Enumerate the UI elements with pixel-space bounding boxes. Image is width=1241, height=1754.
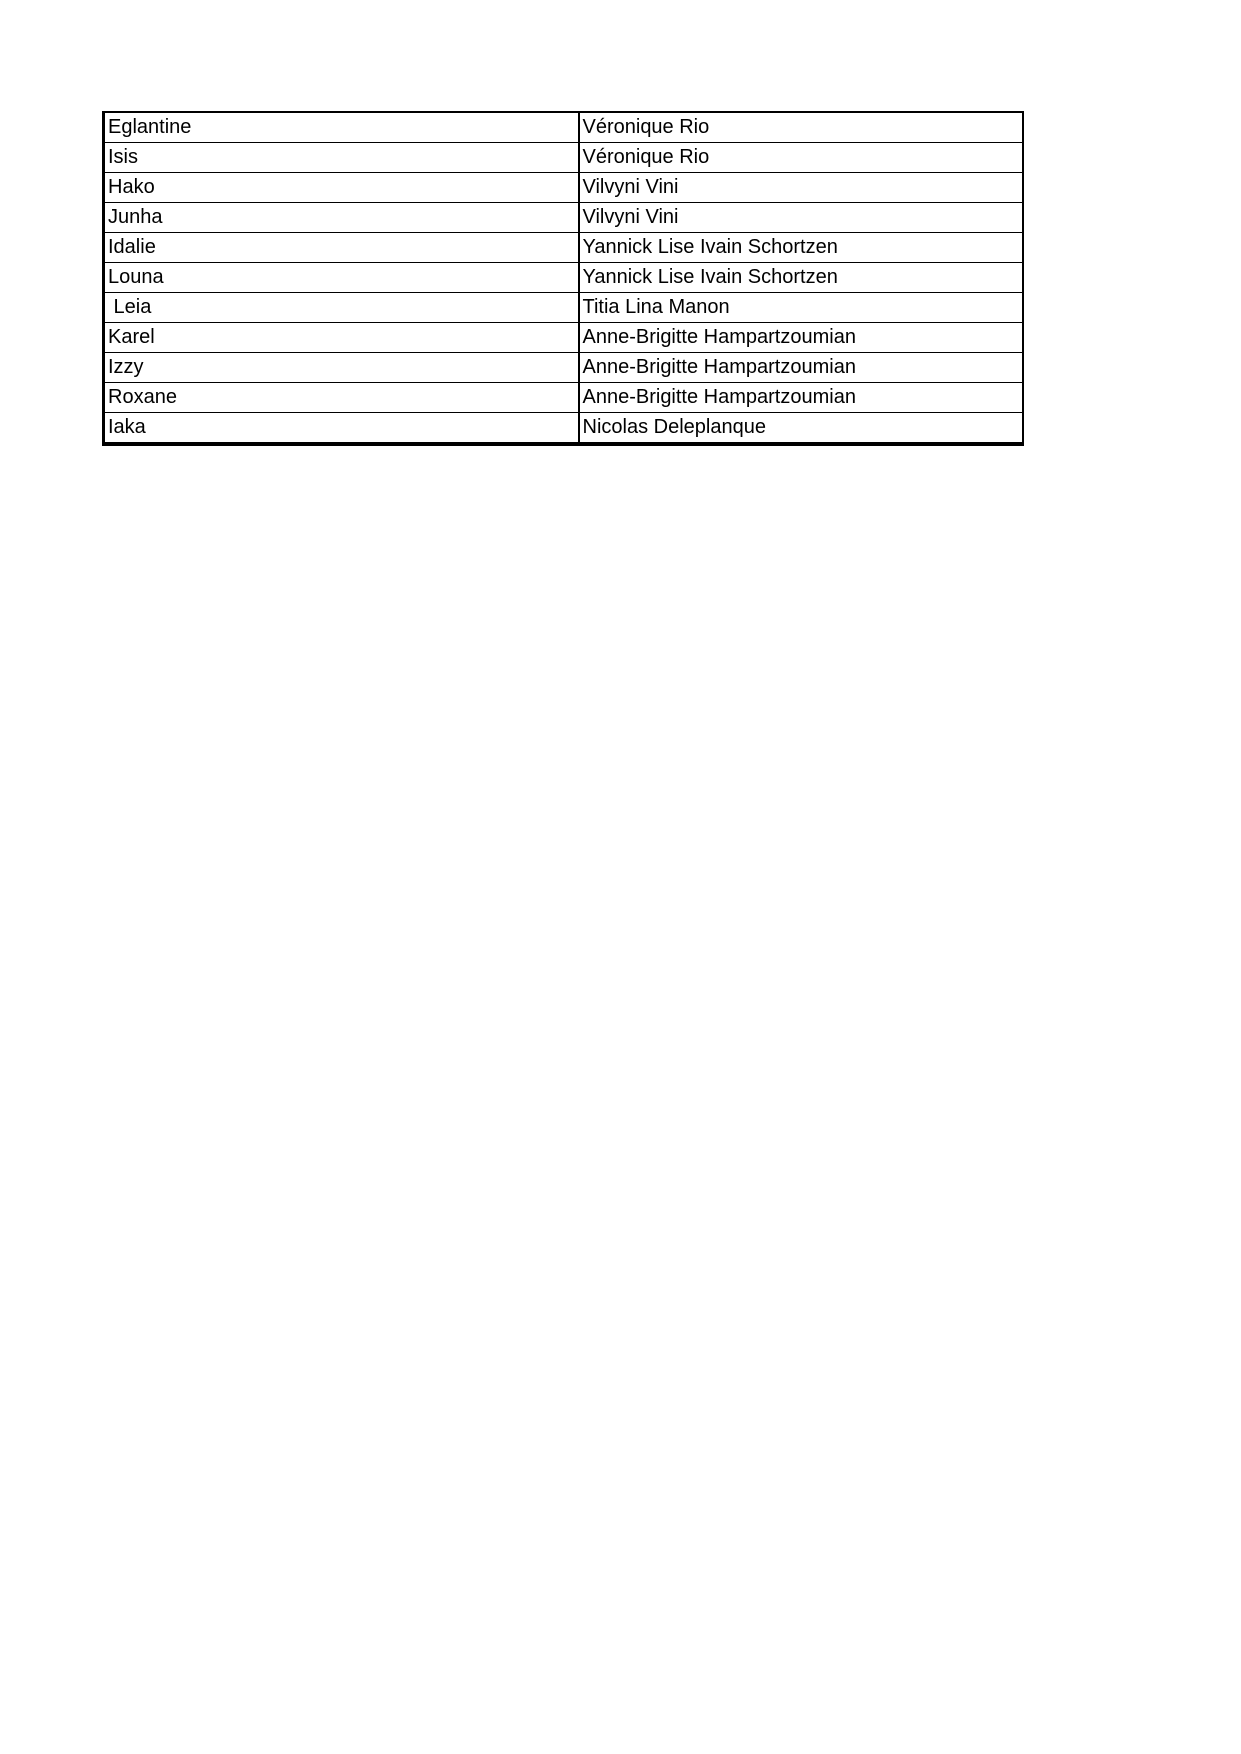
name-cell: Roxane [104, 383, 579, 413]
name-cell: Louna [104, 263, 579, 293]
contact-cell: Yannick Lise Ivain Schortzen [579, 233, 1023, 263]
name-cell: Karel [104, 323, 579, 353]
contact-cell: Anne-Brigitte Hampartzoumian [579, 353, 1023, 383]
name-cell: Iaka [104, 413, 579, 445]
table-row [104, 293, 1023, 323]
contact-cell: Titia Lina Manon [579, 293, 1023, 323]
table-row [104, 112, 1023, 143]
contact-cell: Anne-Brigitte Hampartzoumian [579, 383, 1023, 413]
name-cell: Isis [104, 143, 579, 173]
contact-cell: Yannick Lise Ivain Schortzen [579, 263, 1023, 293]
table-row [104, 143, 1023, 173]
contact-cell: Vilvyni Vini [579, 173, 1023, 203]
table-row [104, 173, 1023, 203]
table-body [104, 112, 1023, 444]
name-cell: Leia [104, 293, 579, 323]
name-cell: Izzy [104, 353, 579, 383]
table-row [104, 383, 1023, 413]
contact-cell: Véronique Rio [579, 112, 1023, 143]
name-cell: Junha [104, 203, 579, 233]
contact-cell: Véronique Rio [579, 143, 1023, 173]
data-table [102, 111, 1024, 446]
name-cell: Idalie [104, 233, 579, 263]
table-row [104, 353, 1023, 383]
contact-cell: Anne-Brigitte Hampartzoumian [579, 323, 1023, 353]
contact-cell: Vilvyni Vini [579, 203, 1023, 233]
table-row [104, 203, 1023, 233]
name-cell: Hako [104, 173, 579, 203]
table-row [104, 413, 1023, 445]
contact-cell: Nicolas Deleplanque [579, 413, 1023, 445]
table-row [104, 263, 1023, 293]
table-row [104, 323, 1023, 353]
table-row [104, 233, 1023, 263]
name-cell: Eglantine [104, 112, 579, 143]
